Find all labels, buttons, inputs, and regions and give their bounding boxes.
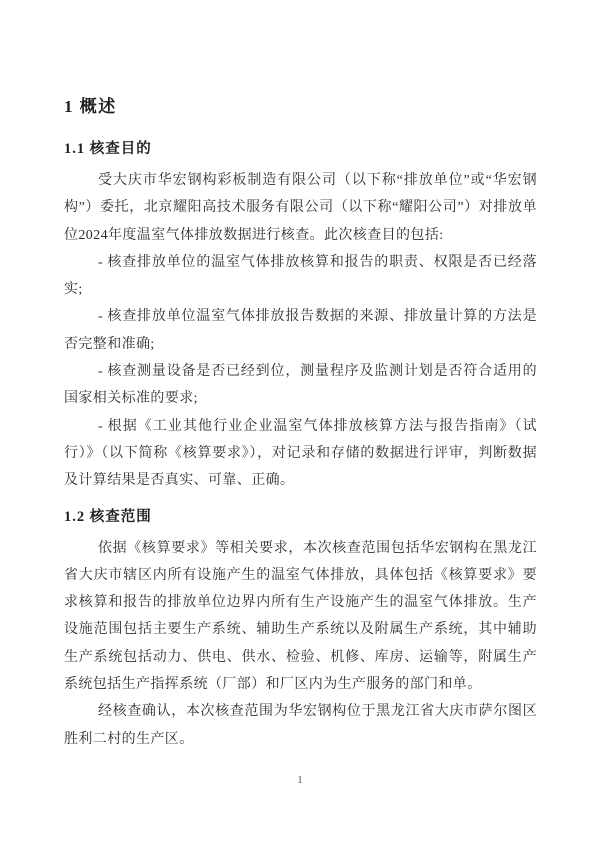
section-1-1-heading: 1.1 核查目的: [64, 141, 152, 157]
section-1-1-intro-paragraph: 受大庆市华宏钢构彩板制造有限公司（以下称“排放单位”或“华宏钢构”）委托，北京耀阳高技术服务有限公司（以下称“耀阳公司”）对排放单位2024年度温室气体排放数据进行核查。此次核查目的包括:: [64, 173, 537, 243]
bullet-item: - 核查排放单位的温室气体排放核算和报告的职责、权限是否已经落实;: [64, 254, 537, 298]
bullet-item: - 核查测量设备是否已经到位，测量程序及监测计划是否符合适用的国家相关标准的要求;: [64, 364, 537, 407]
bullet-item: - 根据《工业其他行业企业温室气体排放核算方法与报告指南》（试行）》（以下简称《核算要求》），对记录和存储的数据进行评审，判断数据及计算结果是否真实、可靠、正确。: [64, 418, 537, 489]
section-1-2-heading: 1.2 核查范围: [64, 508, 152, 525]
chapter-heading: 1 概述: [64, 97, 117, 116]
page-number: 1: [297, 775, 303, 786]
section-1-2-paragraph: 依据《核算要求》等相关要求，本次核查范围包括华宏钢构在黑龙江省大庆市辖区内所有设施产生的温室气体排放，具体包括《核算要求》要求核算和报告的排放单位边界内所有生产设施产生的温室气体排放。生产设施范围包括主要生产系统、辅助生产系统以及附属生产系统，其中辅助生产系统包括动力、供电、供水、检验、机修、库房、运输等，附属生产系统包括生产指挥系统（厂部）和厂区内为生产服务的部门和单。: [64, 540, 537, 693]
section-1-2-paragraph: 经核查确认，本次核查范围为华宏钢构位于黑龙江省大庆市萨尔图区胜利二村的生产区。: [64, 704, 537, 747]
bullet-item: - 核查排放单位温室气体排放报告数据的来源、排放量计算的方法是否完整和准确;: [64, 309, 537, 352]
